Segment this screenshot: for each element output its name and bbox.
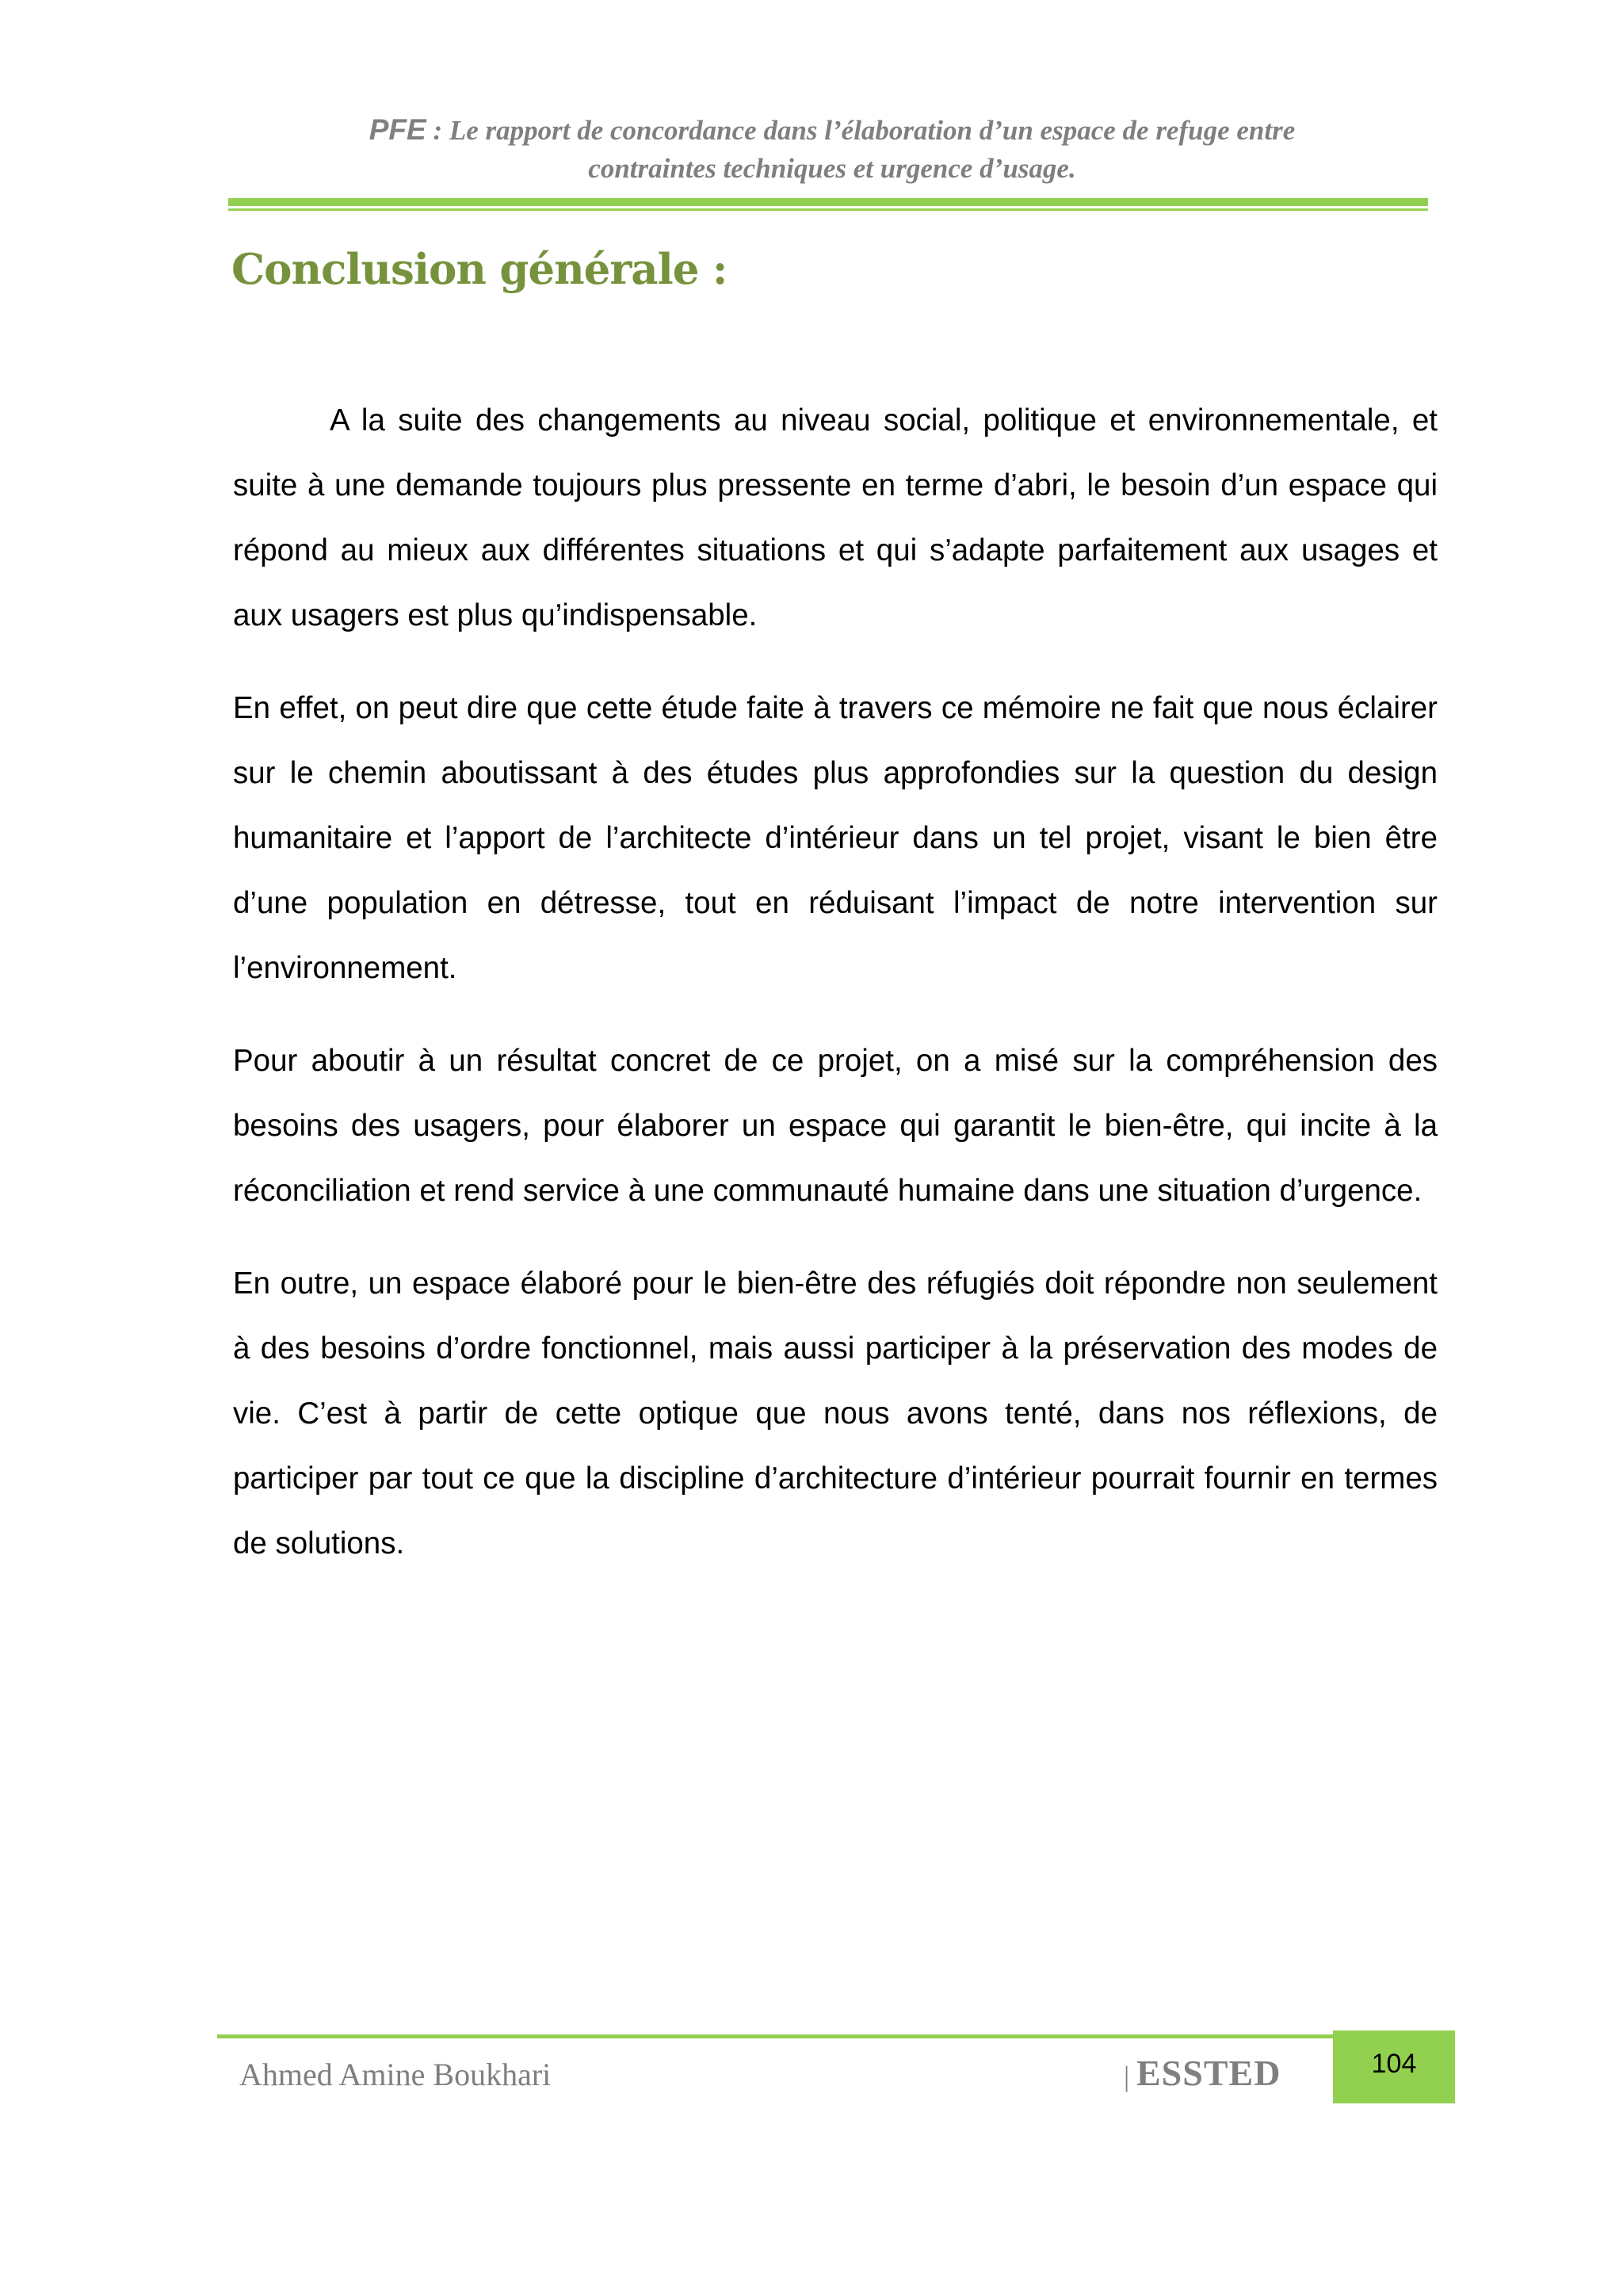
header-divider: [228, 198, 1428, 206]
paragraph-1: A la suite des changements au niveau social, politique et environnementale, et suite à une demande toujours plus pressente en terme d’abri, le besoin d’un espace qui répond au mieux aux différentes situations et qui s’adapte parfaitement aux usages et aux usagers est plus qu’indispensable.: [233, 403, 1438, 632]
page-number: 104: [1371, 2049, 1417, 2079]
body-text: [233, 388, 1438, 1604]
running-header: [230, 111, 1434, 188]
paragraph-3: Pour aboutir à un résultat concret de ce projet, on a misé sur la compréhension des besoins des usagers, pour élaborer un espace qui garantit le bien-être, qui incite à la réconciliation et rend service à une communauté humaine dans une situation d’urgence.: [233, 1044, 1438, 1208]
footer-author: Ahmed Amine Boukhari: [239, 2057, 552, 2092]
footer-divider: [217, 2034, 1333, 2038]
header-divider-thin: [228, 208, 1428, 211]
page-number-box: [1333, 2030, 1455, 2103]
header-prefix: PFE: [369, 113, 426, 146]
header-line-2: contraintes techniques et urgence d’usage.: [588, 153, 1076, 184]
section-title: Conclusion générale :: [231, 245, 727, 294]
footer-separator: |: [1124, 2061, 1130, 2092]
paragraph-4: En outre, un espace élaboré pour le bien-être des réfugiés doit répondre non seulement à des besoins d’ordre fonctionnel, mais aussi participer à la préservation des modes de vie. C’est à partir de cette optique que nous avons tenté, dans nos réflexions, de participer par tout ce que la discipline d’architecture d’intérieur pourrait fournir en termes de solutions.: [233, 1266, 1438, 1561]
header-line-1: : Le rapport de concordance dans l’élaboration d’un espace de refuge entre: [426, 115, 1296, 146]
paragraph-2: En effet, on peut dire que cette étude faite à travers ce mémoire ne fait que nous éclairer sur le chemin aboutissant à des études plus approfondies sur la question du design humanitaire et l’apport de l’architecte d’intérieur dans un tel projet, visant le bien être d’une population en détresse, tout en réduisant l’impact de notre intervention sur l’environnement.: [233, 691, 1438, 985]
footer-school: ESSTED: [1136, 2053, 1281, 2093]
